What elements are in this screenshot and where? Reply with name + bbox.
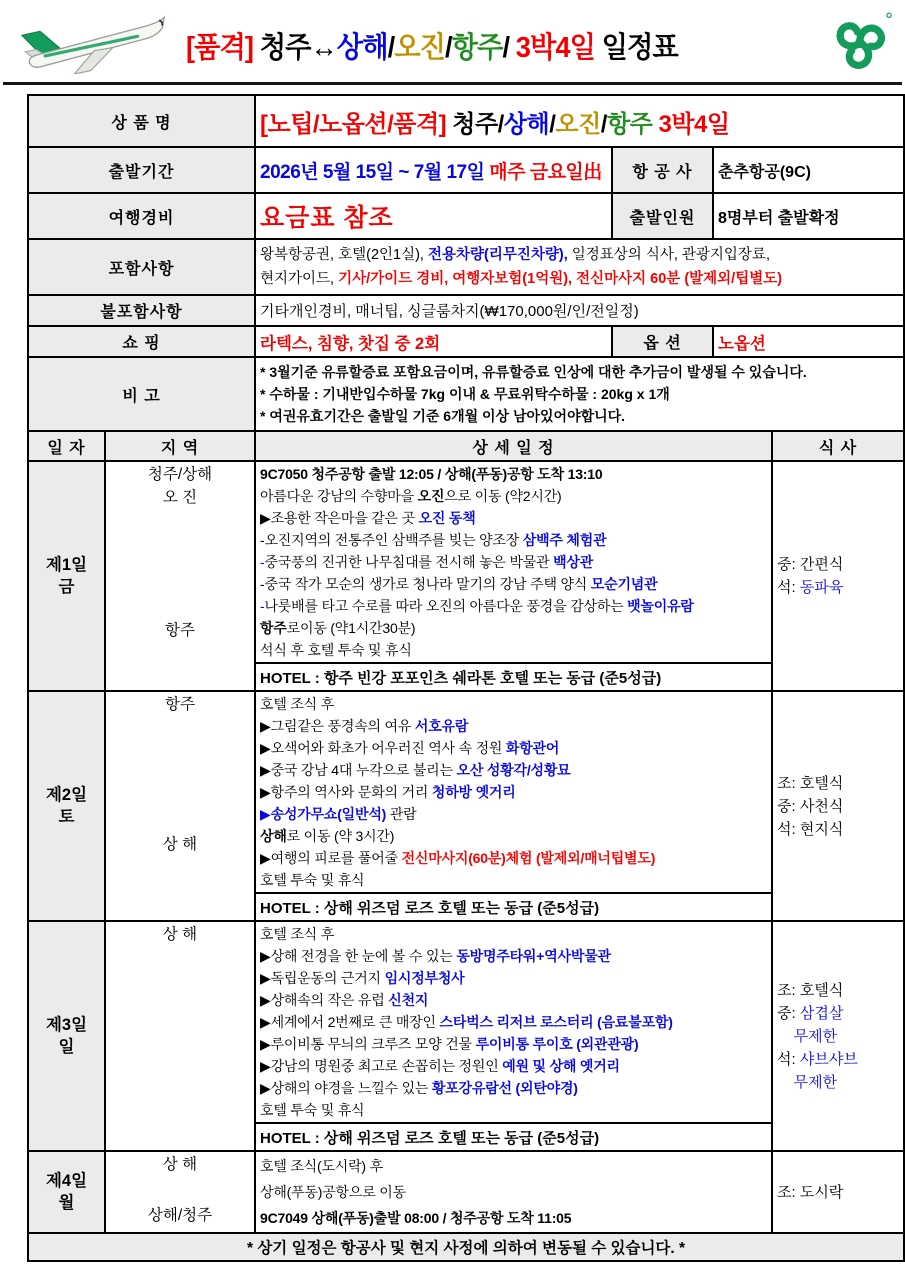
shopping-label: 쇼 핑: [28, 326, 255, 357]
day-section-4: [28, 1151, 904, 1233]
row-period: [28, 147, 904, 193]
airline-value: 춘추항공(9C): [713, 147, 904, 193]
day-section-3: [28, 921, 904, 1151]
itinerary-table: [27, 94, 905, 1262]
option-label: 옵 션: [612, 326, 713, 357]
row-cost: [28, 193, 904, 239]
pax-label: 출발인원: [612, 193, 713, 239]
day2-meals: 조: 호텔식 중: 사천식 석: 현지식: [772, 691, 904, 921]
day2-region: 항주 상 해: [105, 691, 255, 921]
day1-region: 청주/상해 오 진 항주: [105, 461, 255, 691]
cost-value: 요금표 참조: [255, 193, 612, 239]
note-label: 비 고: [28, 357, 255, 431]
row-included: [28, 239, 904, 295]
day3-hotel: HOTEL : 상해 위즈덤 로즈 호텔 또는 동급 (준5성급): [255, 1123, 772, 1151]
product-label: 상 품 명: [28, 95, 255, 147]
row-note: [28, 357, 904, 431]
day1-details: 9C7050 청주공항 출발 12:05 / 상해(푸동)공항 도착 13:10 아름다운 강남의 수향마을 오진으로 이동 (약2시간) ▶조용한 작은마을 같은 곳 오진 동책 -오진지역의 전통주인 삼백주를 빚는 양조장 삼백주 체험관 -중국풍의 진귀한 나무침대를 전시해 놓은 박물관 백상관 -중국 작가 모순의 생가로 청나라 말기의 강남 주택 양식 모순기념관 -나룻배를 타고 수로를 따라 오진의 아름다운 풍경을 감상하는 뱃놀이유람 항주로이동 (약1시간30분) 석식 후 호텔 투숙 및 휴식: [255, 461, 772, 663]
row-excluded: [28, 295, 904, 326]
included-value: 왕복항공권, 호텔(2인1실), 전용차량(리무진차량), 일정표상의 식사, 관광지입장료, 현지가이드, 기사/가이드 경비, 여행자보험(1억원), 전신마사지 60분 (발제외/팁별도): [255, 239, 904, 295]
note-value: * 3월기준 유류할증료 포함요금이며, 유류할증료 인상에 대한 추가금이 발생될 수 있습니다. * 수하물 : 기내반입수하물 7kg 이내 & 무료위탁수하물 : 20kg x 1개 * 여권유효기간은 출발일 기준 6개월 이상 남아있어야합니다.: [255, 357, 904, 431]
day2-label: 제2일 토: [28, 691, 105, 921]
day4-region: 상 해 상해/청주: [105, 1151, 255, 1233]
schedule-change-notice: * 상기 일정은 항공사 및 현지 사정에 의하여 변동될 수 있습니다. *: [28, 1233, 904, 1261]
day-section-1: [28, 461, 904, 691]
day2-details: 호텔 조식 후 ▶그림같은 풍경속의 여유 서호유람 ▶오색어와 화초가 어우러진 역사 속 정원 화항관어 ▶중국 강남 4대 누각으로 불리는 오산 성황각/성황묘 ▶항주의 역사와 문화의 거리 청하방 옛거리 ▶송성가무쇼(일반석) 관람 상해로 이동 (약 3시간) ▶여행의 피로를 풀어줄 전신마사지(60분)체험 (발제외/매너팁별도) 호텔 투숙 및 휴식: [255, 691, 772, 893]
product-name: [노팁/노옵션/품격] 청주/상해/오진/항주 3박4일: [255, 95, 904, 147]
day1-hotel: HOTEL : 항주 빈강 포포인츠 쉐라톤 호텔 또는 동급 (준5성급): [255, 663, 772, 691]
meal-column-header: 식 사: [772, 431, 904, 461]
row-shopping: [28, 326, 904, 357]
airline-label: 항 공 사: [612, 147, 713, 193]
day3-label: 제3일 일: [28, 921, 105, 1151]
option-value: 노옵션: [713, 326, 904, 357]
page-title: [품격] 청주↔상해/오진/항주/ 3박4일 일정표: [186, 31, 678, 64]
day4-details: 호텔 조식(도시락) 후 상해(푸동)공항으로 이동 9C7049 상해(푸동)출발 08:00 / 청주공항 도착 11:05: [255, 1151, 772, 1233]
shopping-value: 라텍스, 침향, 찻집 중 2회: [255, 326, 612, 357]
cost-label: 여행경비: [28, 193, 255, 239]
header-divider: [3, 82, 902, 85]
day-column-header: 일 자: [28, 431, 105, 461]
day4-label: 제4일 월: [28, 1151, 105, 1233]
schedule-header-row: [28, 431, 904, 461]
region-column-header: 지 역: [105, 431, 255, 461]
excluded-value: 기타개인경비, 매너팁, 싱글룸차지(₩170,000원/인/전일정): [255, 295, 904, 326]
row-product: [28, 95, 904, 147]
spring-airlines-logo-icon: [827, 10, 893, 81]
included-label: 포함사항: [28, 239, 255, 295]
day2-hotel: HOTEL : 상해 위즈덤 로즈 호텔 또는 동급 (준5성급): [255, 893, 772, 921]
excluded-label: 불포함사항: [28, 295, 255, 326]
document-header: [0, 0, 905, 82]
detail-column-header: 상 세 일 정: [255, 431, 772, 461]
day3-meals: 조: 호텔식 중: 삼겹살 무제한 석: 샤브샤브 무제한: [772, 921, 904, 1151]
day1-label: 제1일 금: [28, 461, 105, 691]
day1-meals: 중: 간편식 석: 동파육: [772, 461, 904, 691]
footer-section: [28, 1233, 904, 1261]
day4-meals: 조: 도시락: [772, 1151, 904, 1233]
day-section-2: [28, 691, 904, 921]
period-label: 출발기간: [28, 147, 255, 193]
info-section: [28, 95, 904, 461]
pax-value: 8명부터 출발확정: [713, 193, 904, 239]
airline-plane-icon: [14, 12, 182, 79]
day3-details: 호텔 조식 후 ▶상해 전경을 한 눈에 볼 수 있는 동방명주타워+역사박물관 ▶독립운동의 근거지 임시정부청사 ▶상해속의 작은 유럽 신천지 ▶세계에서 2번째로 큰 매장인 스타벅스 리저브 로스터리 (음료불포함) ▶루이비통 무늬의 크루즈 모양 건물 루이비통 루이호 (외관관광) ▶강남의 명원중 최고로 손꼽히는 정원인 예원 및 상해 옛거리 ▶상해의 야경을 느낄수 있는 황포강유람선 (외탄야경) 호텔 투숙 및 휴식: [255, 921, 772, 1123]
period-value: 2026년 5월 15일 ~ 7월 17일 매주 금요일出: [255, 147, 612, 193]
day3-region: 상 해: [105, 921, 255, 1151]
